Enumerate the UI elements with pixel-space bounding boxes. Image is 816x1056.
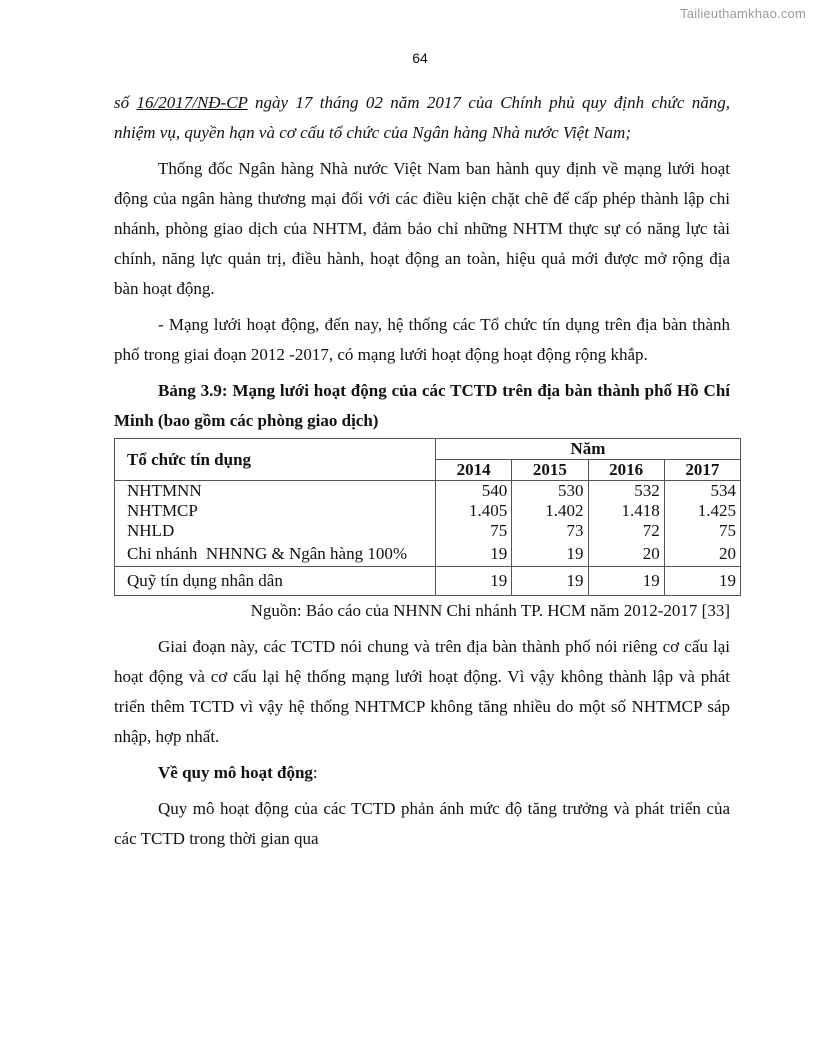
table-cell: 1.402 [512,501,588,521]
table-source: Nguồn: Báo cáo của NHNN Chi nhánh TP. HCM năm 2012-2017 [33] [250,601,730,620]
document-body [114,88,736,860]
paragraph-governor: Thống đốc Ngân hàng Nhà nước Việt Nam ban hành quy định về mạng lưới hoạt động của ngân hàng thương mại đối với các điều kiện chặt chẽ để cấp phép thành lập chi nhánh, phòng giao dịch của NHTM, đảm bảo chỉ những NHTM thực sự có năng lực tài chính, năng lực quản trị, điều hành, hoạt động an toàn, hiệu quả mới được mở rộng địa bàn hoạt động. [114,159,730,298]
table-header-year: Năm [436,439,741,460]
table-cell: 1.405 [436,501,512,521]
paragraph-restructure: Giai đoạn này, các TCTD nói chung và trên địa bàn thành phố nói riêng cơ cấu lại hoạt động và cơ cấu lại hệ thống mạng lưới hoạt động. Vì vậy không thành lập và phát triển thêm TCTD vì vậy hệ thống NHTMCP không tăng nhiều do một số NHTMCP sáp nhập, hợp nhất. [114,637,730,746]
table-cell: 75 [664,521,740,541]
table-cell: 75 [436,521,512,541]
table-row [115,501,741,521]
network-table [114,438,741,596]
table-header-org: Tổ chức tín dụng [115,439,436,481]
heading-text: Về quy mô hoạt động [158,763,313,782]
watermark: Tailieuthamkhao.com [680,6,806,21]
table-cell: 19 [436,567,512,596]
heading-colon: : [312,763,318,782]
paragraph-decree [114,88,730,148]
table-cell: 19 [512,541,588,567]
table-row [115,481,741,502]
section-heading [114,758,730,788]
table-cell: 20 [588,541,664,567]
org-name: Chi nhánh NHNNG & Ngân hàng 100% [115,541,436,567]
year-header: 2015 [512,460,588,481]
org-name: NHLD [115,521,436,541]
paragraph-scale: Quy mô hoạt động của các TCTD phản ánh mức độ tăng trưởng và phát triển của các TCTD trong thời gian qua [114,799,730,848]
year-header: 2017 [664,460,740,481]
table-cell: 73 [512,521,588,541]
decree-text: ngày 17 tháng 02 năm 2017 của Chính phủ quy định chức năng, nhiệm vụ, quyền hạn và cơ cấu tổ chức của Ngân hàng Nhà nước Việt Nam; [114,93,730,142]
table-row [115,541,741,567]
year-header: 2016 [588,460,664,481]
decree-prefix: số [114,93,137,112]
table-cell: 540 [436,481,512,502]
table-cell: 1.425 [664,501,740,521]
org-name: NHTMCP [115,501,436,521]
table-cell: 72 [588,521,664,541]
table-cell: 530 [512,481,588,502]
page-number: 64 [412,50,428,66]
org-name: NHTMNN [115,481,436,502]
table-cell: 20 [664,541,740,567]
table-cell: 19 [512,567,588,596]
table-cell: 534 [664,481,740,502]
table-caption: Bảng 3.9: Mạng lưới hoạt động của các TCTD trên địa bàn thành phố Hồ Chí Minh (bao gồm các phòng giao dịch) [114,381,730,430]
table-cell: 19 [664,567,740,596]
table-cell: 19 [436,541,512,567]
table-cell: 19 [588,567,664,596]
table-row [115,521,741,541]
table-cell: 1.418 [588,501,664,521]
paragraph-network: - Mạng lưới hoạt động, đến nay, hệ thống các Tổ chức tín dụng trên địa bàn thành phố trong giai đoạn 2012 -2017, có mạng lưới hoạt động hoạt động rộng khắp. [114,315,730,364]
table-cell: 532 [588,481,664,502]
decree-link[interactable]: 16/2017/NĐ-CP [136,93,248,112]
table-row [115,567,741,596]
org-name: Quỹ tín dụng nhân dân [115,567,436,596]
year-header: 2014 [436,460,512,481]
